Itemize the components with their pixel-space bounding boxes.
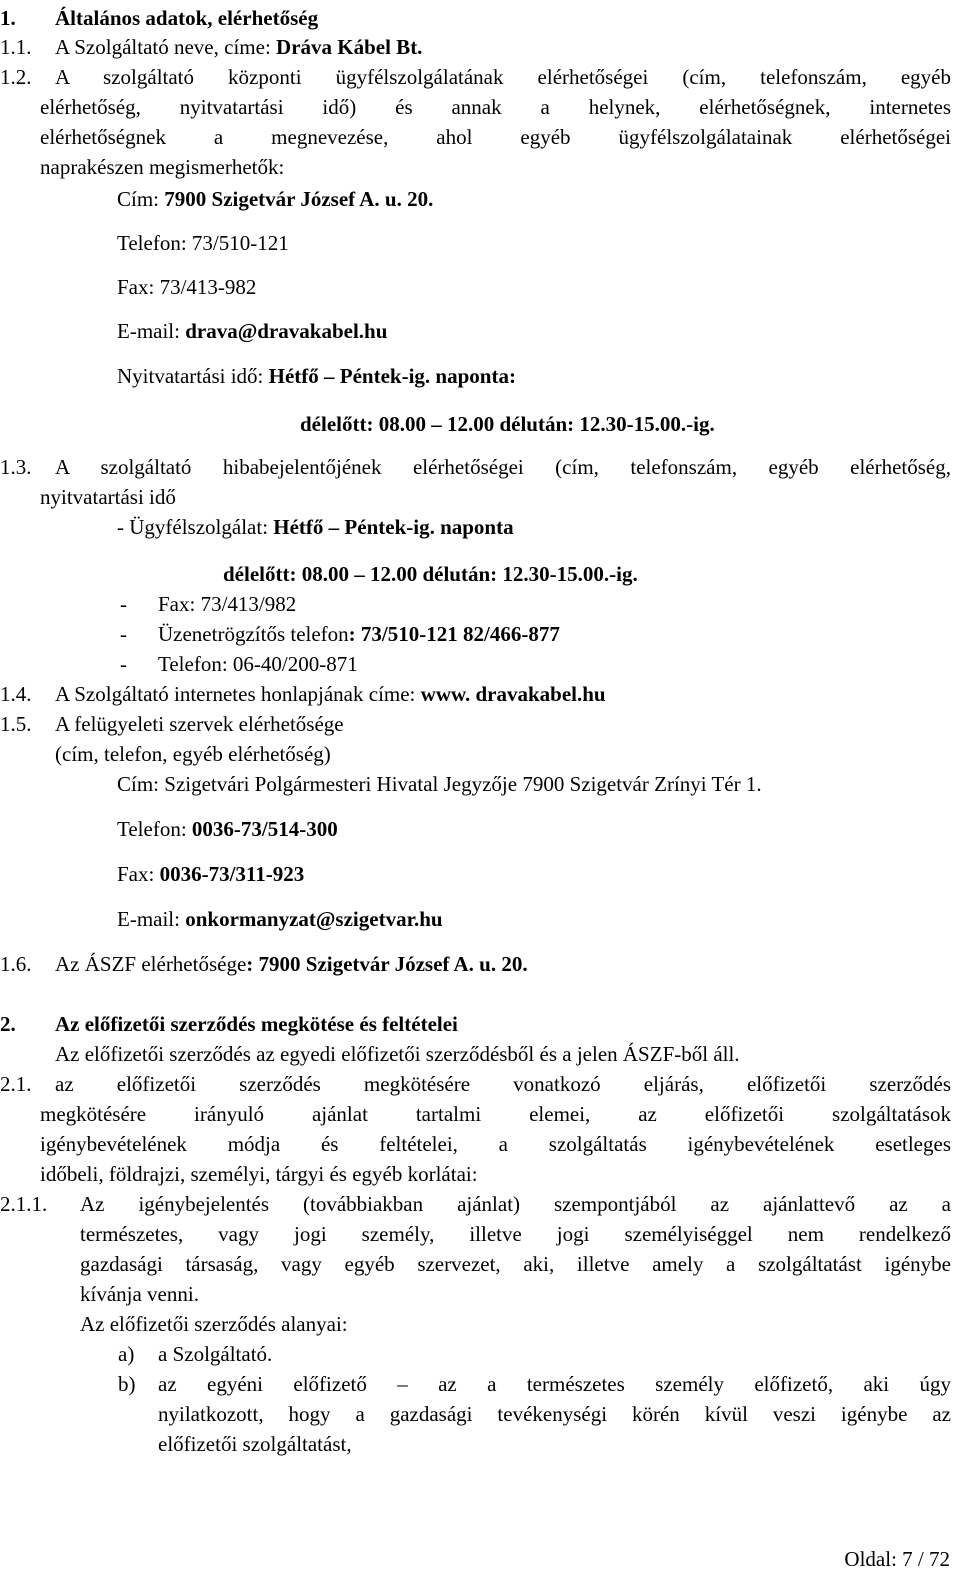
paragraph-line: megkötésére irányuló ajánlat tartalmi elemei, az előfizetői szolgáltatások — [40, 1102, 951, 1126]
authority-email: onkormanyzat@szigetvar.hu — [185, 907, 443, 931]
email-value: drava@dravakabel.hu — [185, 319, 388, 343]
opening-hours-times: délelőtt: 08.00 – 12.00 délután: 12.30-15.00.-ig. — [300, 412, 715, 436]
paragraph-line: A szolgáltató központi ügyfélszolgálatának elérhetőségei (cím, telefonszám, egyéb — [55, 65, 951, 89]
authority-phone-line: Telefon: 0036-73/514-300 — [117, 817, 338, 841]
item-2-1-number: 2.1. — [0, 1072, 32, 1096]
section-2-intro: Az előfizetői szerződés az egyedi előfizetői szerződésből és a jelen ÁSZF-ből áll. — [55, 1042, 740, 1066]
list-item-b-marker: b) — [118, 1372, 136, 1396]
fault-fax-line: - Fax: 73/413/982 — [120, 592, 297, 616]
item-label: A Szolgáltató neve, címe: — [55, 35, 277, 59]
opening-hours-line: Nyitvatartási idő: Hétfő – Péntek-ig. naponta: — [117, 364, 516, 388]
email-line: E-mail: drava@dravakabel.hu — [117, 319, 388, 343]
section-title: Az előfizetői szerződés megkötése és feltételei — [55, 1012, 458, 1036]
section-number: 2. — [0, 1012, 16, 1036]
address-value: 7900 Szigetvár József A. u. 20. — [164, 187, 434, 211]
phone-value: 73/510-121 — [191, 231, 289, 255]
phone-line: Telefon: 73/510-121 — [117, 231, 289, 255]
paragraph-line: igénybevételének módja és feltételei, a szolgáltatás igénybevételének esetleges — [40, 1132, 951, 1156]
customer-service-hours: délelőtt: 08.00 – 12.00 délután: 12.30-15.00.-ig. — [223, 562, 638, 586]
provider-name: Dráva Kábel Bt. — [276, 35, 423, 59]
aszf-address: : 7900 Szigetvár József A. u. 20. — [246, 952, 528, 976]
item-1-6: 1.6. Az ÁSZF elérhetősége: 7900 Szigetvár József A. u. 20. — [0, 952, 528, 976]
section-1-heading — [0, 3, 319, 33]
section-number: 1. — [0, 6, 16, 30]
authority-fax-line: Fax: 0036-73/311-923 — [117, 862, 305, 886]
item-2-1-1-number: 2.1.1. — [0, 1192, 48, 1216]
paragraph-line: nyitvatartási idő — [40, 485, 176, 509]
address-line: Cím: 7900 Szigetvár József A. u. 20. — [117, 187, 434, 211]
customer-service-line: - Ügyfélszolgálat: Hétfő – Péntek-ig. naponta — [117, 515, 514, 539]
paragraph-line: naprakészen megismerhetők: — [40, 155, 285, 179]
item-1-4: 1.4. A Szolgáltató internetes honlapjának címe: www. dravakabel.hu — [0, 682, 606, 706]
fax-line: Fax: 73/413-982 — [117, 275, 257, 299]
section-2-heading — [0, 1009, 458, 1039]
opening-days: Hétfő – Péntek-ig. naponta: — [268, 364, 516, 388]
paragraph-line: kívánja venni. — [80, 1282, 199, 1306]
item-1-5: 1.5. A felügyeleti szervek elérhetősége — [0, 712, 344, 736]
paragraph-line: időbeli, földrajzi, személyi, tárgyi és egyéb korlátai: — [40, 1162, 478, 1186]
paragraph-line: Az igénybejelentés (továbbiakban ajánlat) szempontjából az ajánlattevő az a — [80, 1192, 951, 1216]
section-title: Általános adatok, elérhetőség — [55, 6, 319, 30]
voicemail-value: : 73/510-121 82/466-877 — [348, 622, 560, 646]
authority-phone: 0036-73/514-300 — [191, 817, 338, 841]
voicemail-line: - Üzenetrögzítős telefon: 73/510-121 82/466-877 — [120, 622, 560, 646]
customer-service-days: Hétfő – Péntek-ig. naponta — [273, 515, 514, 539]
authority-fax: 0036-73/311-923 — [159, 862, 305, 886]
parties-heading: Az előfizetői szerződés alanyai: — [80, 1312, 348, 1336]
paragraph-line: (cím, telefon, egyéb elérhetőség) — [55, 742, 331, 766]
paragraph-line: előfizetői szolgáltatást, — [158, 1432, 352, 1456]
item-1-1 — [0, 32, 423, 62]
fault-phone-line: - Telefon: 06-40/200-871 — [120, 652, 358, 676]
paragraph-line: nyilatkozott, hogy a gazdasági tevékenységi körén kívül veszi igénybe az — [158, 1402, 951, 1426]
paragraph-line: az egyéni előfizető – az a természetes személy előfizető, aki úgy — [158, 1372, 951, 1396]
list-item-a: a) a Szolgáltató. — [118, 1342, 273, 1366]
paragraph-line: elérhetőségnek a megnevezése, ahol egyéb ügyfélszolgálatainak elérhetőségei — [40, 125, 951, 149]
authority-address: Cím: Szigetvári Polgármesteri Hivatal Jegyzője 7900 Szigetvár Zrínyi Tér 1. — [117, 772, 762, 796]
page-number: Oldal: 7 / 72 — [844, 1547, 950, 1571]
paragraph-line: az előfizetői szerződés megkötésére vonatkozó eljárás, előfizetői szerződés — [55, 1072, 951, 1096]
paragraph-line: természetes, vagy jogi személy, illetve jogi személyiséggel nem rendelkező — [80, 1222, 951, 1246]
authority-email-line: E-mail: onkormanyzat@szigetvar.hu — [117, 907, 443, 931]
website-value: www. dravakabel.hu — [420, 682, 606, 706]
item-1-3-number: 1.3. — [0, 455, 32, 479]
paragraph-line: A szolgáltató hibabejelentőjének elérhetőségei (cím, telefonszám, egyéb elérhetőség, — [55, 455, 951, 479]
item-1-2-number: 1.2. — [0, 65, 32, 89]
fax-value: 73/413-982 — [159, 275, 257, 299]
item-number: 1.1. — [0, 35, 32, 59]
paragraph-line: elérhetőség, nyitvatartási idő) és annak a helynek, elérhetőségnek, internetes — [40, 95, 951, 119]
paragraph-line: gazdasági társaság, vagy egyéb szervezet, aki, illetve amely a szolgáltatást igénybe — [80, 1252, 951, 1276]
